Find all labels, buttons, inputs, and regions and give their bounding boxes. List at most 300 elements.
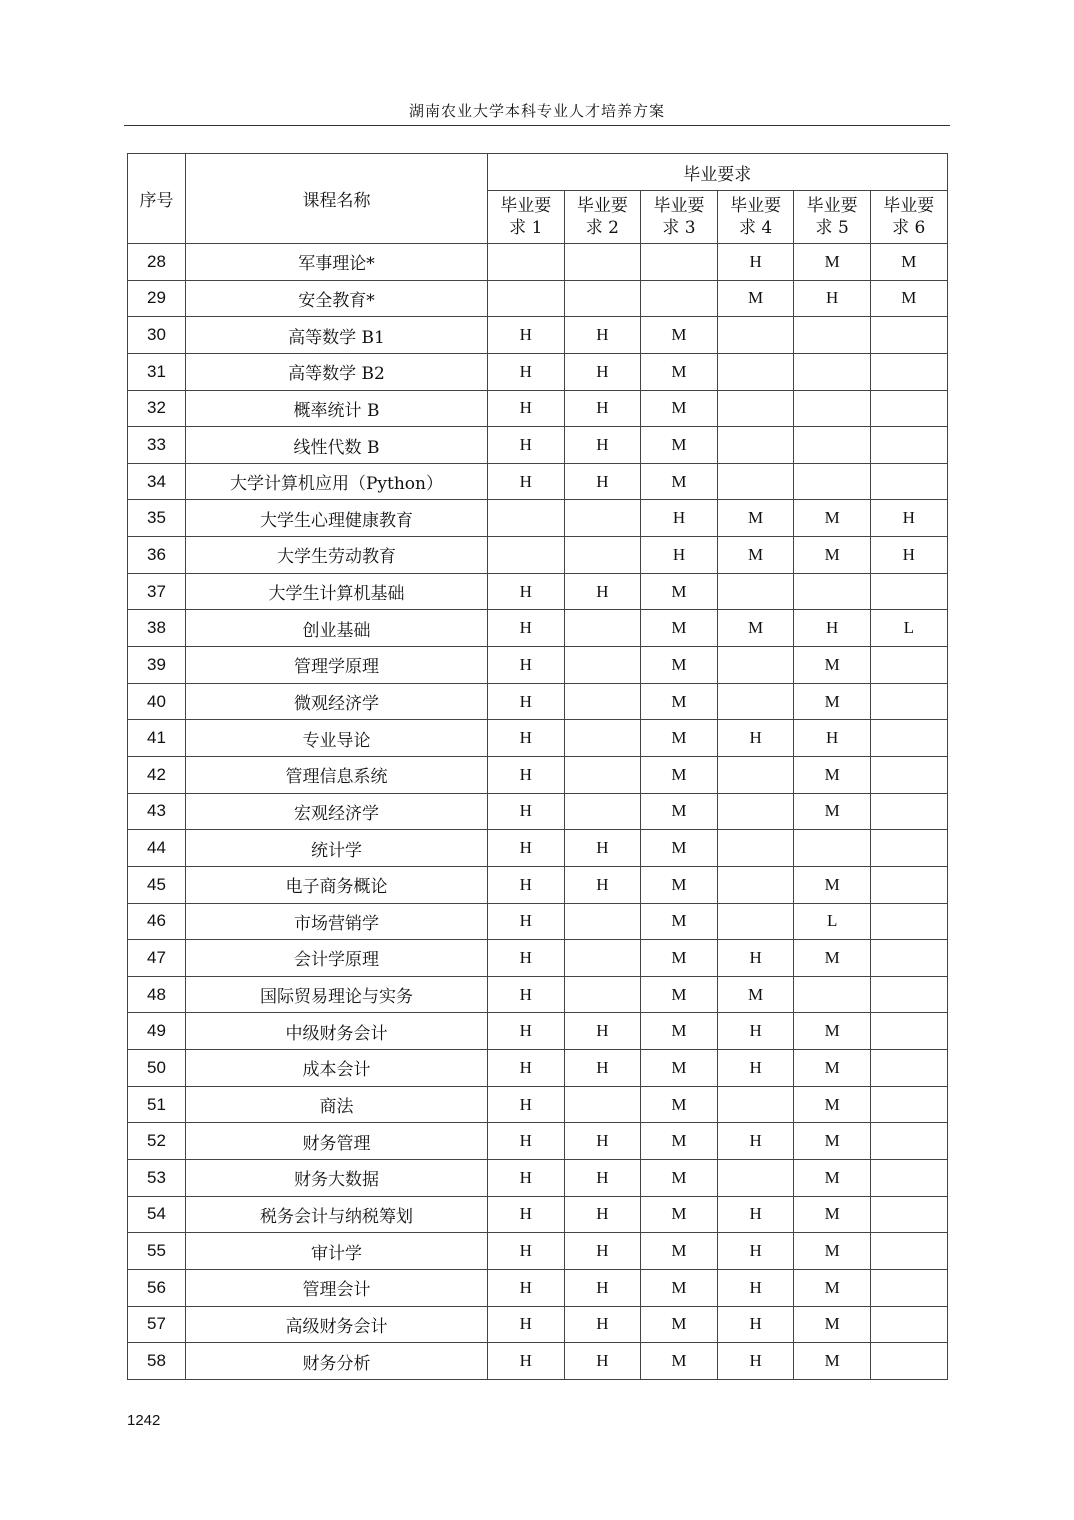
table-row: [128, 756, 948, 793]
requirement-1-level: H: [488, 903, 565, 940]
requirement-3-level: H: [641, 537, 718, 574]
requirement-4-level: M: [717, 976, 794, 1013]
row-index: 47: [128, 940, 186, 977]
requirement-3-level: M: [641, 976, 718, 1013]
requirement-1-level: H: [488, 976, 565, 1013]
course-name: 商法: [186, 1086, 488, 1123]
requirement-1-level: H: [488, 756, 565, 793]
table-row: [128, 720, 948, 757]
requirement-2-level: H: [564, 1306, 641, 1343]
row-index: 36: [128, 537, 186, 574]
row-index: 54: [128, 1196, 186, 1233]
row-index: 34: [128, 463, 186, 500]
table-row: [128, 537, 948, 574]
requirement-2-level: H: [564, 317, 641, 354]
course-name: 财务管理: [186, 1123, 488, 1160]
requirement-5-level: [794, 317, 871, 354]
header-requirement-6: [870, 191, 947, 244]
requirement-5-level: M: [794, 1233, 871, 1270]
requirement-4-level: [717, 317, 794, 354]
requirement-2-level: H: [564, 390, 641, 427]
requirement-6-level: [870, 1306, 947, 1343]
requirement-2-level: H: [564, 866, 641, 903]
requirement-2-level: [564, 683, 641, 720]
requirement-2-level: [564, 500, 641, 537]
requirement-6-level: [870, 756, 947, 793]
requirement-6-level: [870, 1086, 947, 1123]
course-name: 国际贸易理论与实务: [186, 976, 488, 1013]
requirement-4-level: H: [717, 1306, 794, 1343]
table-row: [128, 1306, 948, 1343]
requirement-5-level: M: [794, 1123, 871, 1160]
course-name: 管理信息系统: [186, 756, 488, 793]
course-name: 审计学: [186, 1233, 488, 1270]
row-index: 35: [128, 500, 186, 537]
requirement-1-level: H: [488, 866, 565, 903]
course-name: 宏观经济学: [186, 793, 488, 830]
requirement-4-level: [717, 903, 794, 940]
course-name: 管理会计: [186, 1269, 488, 1306]
header-requirement-5: [794, 191, 871, 244]
requirement-3-level: M: [641, 720, 718, 757]
requirement-5-level: [794, 390, 871, 427]
row-index: 51: [128, 1086, 186, 1123]
requirement-5-level: M: [794, 793, 871, 830]
requirement-2-level: [564, 647, 641, 684]
header-requirements-group: 毕业要求: [488, 154, 948, 191]
header-requirement-line2: 求 1: [509, 218, 543, 238]
header-requirement-line2: 求 4: [738, 218, 773, 238]
header-requirement-line1: 毕业要: [883, 196, 935, 216]
header-requirement-line1: 毕业要: [730, 196, 782, 216]
row-index: 49: [128, 1013, 186, 1050]
requirement-3-level: M: [641, 830, 718, 867]
requirement-3-level: M: [641, 756, 718, 793]
requirement-1-level: H: [488, 353, 565, 390]
requirement-5-level: H: [794, 610, 871, 647]
requirement-3-level: M: [641, 1196, 718, 1233]
requirement-6-level: [870, 1050, 947, 1087]
requirement-6-level: [870, 1013, 947, 1050]
requirement-6-level: [870, 1269, 947, 1306]
requirement-1-level: H: [488, 463, 565, 500]
course-name: 统计学: [186, 830, 488, 867]
requirement-5-level: M: [794, 1306, 871, 1343]
course-name: 微观经济学: [186, 683, 488, 720]
requirement-2-level: H: [564, 1233, 641, 1270]
table-row: [128, 1050, 948, 1087]
requirement-6-level: M: [870, 280, 947, 317]
course-name: 军事理论*: [186, 244, 488, 281]
requirement-1-level: [488, 500, 565, 537]
requirement-1-level: H: [488, 720, 565, 757]
course-name: 财务分析: [186, 1343, 488, 1380]
row-index: 38: [128, 610, 186, 647]
requirement-5-level: M: [794, 1160, 871, 1197]
requirement-2-level: [564, 793, 641, 830]
requirement-5-level: H: [794, 720, 871, 757]
table-row: [128, 1343, 948, 1380]
requirement-6-level: [870, 1196, 947, 1233]
requirement-6-level: [870, 1343, 947, 1380]
row-index: 33: [128, 427, 186, 464]
requirement-4-level: [717, 1160, 794, 1197]
header-requirement-3: [641, 191, 718, 244]
requirement-6-level: H: [870, 500, 947, 537]
row-index: 57: [128, 1306, 186, 1343]
requirement-5-level: M: [794, 1050, 871, 1087]
requirement-4-level: H: [717, 244, 794, 281]
course-name: 市场营销学: [186, 903, 488, 940]
requirement-6-level: [870, 353, 947, 390]
requirement-6-level: [870, 427, 947, 464]
requirement-3-level: M: [641, 427, 718, 464]
requirement-6-level: [870, 903, 947, 940]
requirement-4-level: H: [717, 1123, 794, 1160]
requirement-4-level: H: [717, 1013, 794, 1050]
row-index: 50: [128, 1050, 186, 1087]
row-index: 40: [128, 683, 186, 720]
table-row: [128, 500, 948, 537]
requirement-2-level: [564, 244, 641, 281]
requirement-6-level: [870, 317, 947, 354]
requirement-1-level: H: [488, 1233, 565, 1270]
course-name: 成本会计: [186, 1050, 488, 1087]
requirement-3-level: M: [641, 1160, 718, 1197]
requirement-2-level: H: [564, 1343, 641, 1380]
requirement-1-level: H: [488, 573, 565, 610]
requirement-5-level: [794, 976, 871, 1013]
header-requirement-line1: 毕业要: [576, 196, 628, 216]
requirement-6-level: [870, 866, 947, 903]
requirement-2-level: [564, 1086, 641, 1123]
requirement-5-level: [794, 353, 871, 390]
requirement-1-level: [488, 280, 565, 317]
requirement-3-level: M: [641, 866, 718, 903]
row-index: 45: [128, 866, 186, 903]
requirement-5-level: M: [794, 940, 871, 977]
header-requirement-line1: 毕业要: [806, 196, 858, 216]
requirement-1-level: H: [488, 793, 565, 830]
row-index: 55: [128, 1233, 186, 1270]
course-name: 高等数学 B2: [186, 353, 488, 390]
requirement-6-level: [870, 1123, 947, 1160]
table-row: [128, 390, 948, 427]
requirement-3-level: M: [641, 1306, 718, 1343]
requirement-4-level: [717, 1086, 794, 1123]
requirement-1-level: H: [488, 1013, 565, 1050]
requirement-4-level: M: [717, 610, 794, 647]
requirement-4-level: M: [717, 280, 794, 317]
row-index: 32: [128, 390, 186, 427]
requirement-5-level: M: [794, 683, 871, 720]
requirement-4-level: [717, 353, 794, 390]
requirement-1-level: H: [488, 427, 565, 464]
requirement-4-level: H: [717, 1196, 794, 1233]
table-row: [128, 280, 948, 317]
requirement-5-level: M: [794, 1013, 871, 1050]
requirement-2-level: H: [564, 573, 641, 610]
requirement-4-level: [717, 830, 794, 867]
table-row: [128, 940, 948, 977]
table-row: [128, 647, 948, 684]
course-name: 电子商务概论: [186, 866, 488, 903]
course-name: 大学生计算机基础: [186, 573, 488, 610]
requirement-3-level: M: [641, 353, 718, 390]
requirement-6-level: [870, 683, 947, 720]
course-name: 专业导论: [186, 720, 488, 757]
requirement-2-level: H: [564, 353, 641, 390]
requirement-4-level: [717, 647, 794, 684]
requirement-3-level: M: [641, 1050, 718, 1087]
requirement-1-level: H: [488, 1123, 565, 1160]
requirement-1-level: H: [488, 1269, 565, 1306]
page-number: 1242: [127, 1412, 161, 1429]
header-requirement-line2: 求 5: [815, 218, 849, 238]
requirement-2-level: H: [564, 1160, 641, 1197]
requirement-1-level: H: [488, 647, 565, 684]
graduation-requirements-table: [127, 153, 948, 1380]
requirement-1-level: H: [488, 1196, 565, 1233]
course-name: 税务会计与纳税筹划: [186, 1196, 488, 1233]
requirement-1-level: [488, 244, 565, 281]
row-index: 42: [128, 756, 186, 793]
requirement-6-level: L: [870, 610, 947, 647]
row-index: 46: [128, 903, 186, 940]
requirement-1-level: H: [488, 390, 565, 427]
requirement-2-level: H: [564, 830, 641, 867]
row-index: 43: [128, 793, 186, 830]
requirement-3-level: M: [641, 463, 718, 500]
requirement-4-level: [717, 390, 794, 427]
requirement-3-level: M: [641, 573, 718, 610]
row-index: 30: [128, 317, 186, 354]
requirement-5-level: M: [794, 537, 871, 574]
requirement-2-level: [564, 756, 641, 793]
requirement-3-level: M: [641, 903, 718, 940]
table-row: [128, 610, 948, 647]
requirement-1-level: H: [488, 1306, 565, 1343]
requirement-2-level: [564, 720, 641, 757]
requirement-4-level: [717, 427, 794, 464]
page-header-title: 湖南农业大学本科专业人才培养方案: [408, 102, 665, 120]
header-requirement-line1: 毕业要: [500, 196, 552, 216]
requirement-1-level: [488, 537, 565, 574]
requirement-2-level: H: [564, 1013, 641, 1050]
course-name: 创业基础: [186, 610, 488, 647]
table-row: [128, 903, 948, 940]
requirement-2-level: [564, 610, 641, 647]
requirement-3-level: H: [641, 500, 718, 537]
requirement-5-level: [794, 573, 871, 610]
requirement-4-level: H: [717, 1233, 794, 1270]
header-requirement-line1: 毕业要: [653, 196, 705, 216]
requirement-1-level: H: [488, 1343, 565, 1380]
table-row: [128, 1196, 948, 1233]
requirement-2-level: [564, 537, 641, 574]
requirement-3-level: M: [641, 1123, 718, 1160]
requirement-4-level: [717, 463, 794, 500]
requirement-1-level: H: [488, 683, 565, 720]
requirement-3-level: M: [641, 1086, 718, 1123]
requirement-5-level: M: [794, 1269, 871, 1306]
requirement-6-level: [870, 830, 947, 867]
requirement-5-level: M: [794, 1343, 871, 1380]
requirement-4-level: H: [717, 1050, 794, 1087]
requirement-6-level: M: [870, 244, 947, 281]
course-name: 大学生劳动教育: [186, 537, 488, 574]
requirement-3-level: M: [641, 1233, 718, 1270]
course-name: 中级财务会计: [186, 1013, 488, 1050]
row-index: 28: [128, 244, 186, 281]
course-name: 会计学原理: [186, 940, 488, 977]
requirement-5-level: M: [794, 1196, 871, 1233]
requirement-2-level: [564, 280, 641, 317]
course-name: 高等数学 B1: [186, 317, 488, 354]
header-index: 序号: [128, 154, 186, 244]
requirement-2-level: H: [564, 1269, 641, 1306]
table-row: [128, 1269, 948, 1306]
requirement-6-level: [870, 647, 947, 684]
requirement-2-level: [564, 976, 641, 1013]
requirement-6-level: [870, 720, 947, 757]
course-name: 安全教育*: [186, 280, 488, 317]
row-index: 48: [128, 976, 186, 1013]
row-index: 31: [128, 353, 186, 390]
requirement-3-level: M: [641, 683, 718, 720]
header-course-name: 课程名称: [186, 154, 488, 244]
requirement-4-level: H: [717, 940, 794, 977]
course-name: 财务大数据: [186, 1160, 488, 1197]
requirement-3-level: M: [641, 647, 718, 684]
row-index: 56: [128, 1269, 186, 1306]
requirement-3-level: M: [641, 1343, 718, 1380]
requirement-1-level: H: [488, 830, 565, 867]
requirement-4-level: M: [717, 500, 794, 537]
requirement-2-level: [564, 940, 641, 977]
requirement-5-level: M: [794, 756, 871, 793]
requirement-5-level: [794, 427, 871, 464]
requirement-6-level: [870, 940, 947, 977]
requirement-6-level: [870, 1233, 947, 1270]
requirement-6-level: [870, 573, 947, 610]
table-row: [128, 866, 948, 903]
requirement-4-level: [717, 756, 794, 793]
requirement-3-level: M: [641, 1269, 718, 1306]
requirement-6-level: [870, 463, 947, 500]
header-requirement-1: [488, 191, 565, 244]
requirement-5-level: M: [794, 866, 871, 903]
requirement-6-level: [870, 793, 947, 830]
requirement-5-level: M: [794, 244, 871, 281]
course-name: 大学计算机应用（Python）: [186, 463, 488, 500]
requirement-5-level: [794, 830, 871, 867]
table-row: [128, 244, 948, 281]
requirement-2-level: H: [564, 1123, 641, 1160]
requirement-1-level: H: [488, 940, 565, 977]
course-name: 概率统计 B: [186, 390, 488, 427]
requirement-2-level: [564, 903, 641, 940]
requirement-2-level: H: [564, 427, 641, 464]
requirement-4-level: H: [717, 720, 794, 757]
table-row: [128, 573, 948, 610]
table-row: [128, 976, 948, 1013]
table-row: [128, 793, 948, 830]
table-row: [128, 317, 948, 354]
requirement-2-level: H: [564, 1196, 641, 1233]
table-row: [128, 830, 948, 867]
requirement-5-level: H: [794, 280, 871, 317]
requirement-5-level: M: [794, 1086, 871, 1123]
requirement-1-level: H: [488, 610, 565, 647]
table-row: [128, 1123, 948, 1160]
table-row: [128, 1086, 948, 1123]
requirement-4-level: H: [717, 1269, 794, 1306]
requirement-6-level: H: [870, 537, 947, 574]
requirement-4-level: [717, 683, 794, 720]
requirement-1-level: H: [488, 317, 565, 354]
requirement-3-level: M: [641, 793, 718, 830]
row-index: 29: [128, 280, 186, 317]
row-index: 58: [128, 1343, 186, 1380]
requirement-3-level: M: [641, 317, 718, 354]
requirement-2-level: H: [564, 463, 641, 500]
requirement-2-level: H: [564, 1050, 641, 1087]
requirement-5-level: [794, 463, 871, 500]
header-requirement-4: [717, 191, 794, 244]
row-index: 39: [128, 647, 186, 684]
table-row: [128, 1160, 948, 1197]
table-row: [128, 427, 948, 464]
row-index: 37: [128, 573, 186, 610]
requirement-5-level: M: [794, 647, 871, 684]
requirement-3-level: [641, 280, 718, 317]
requirement-3-level: M: [641, 940, 718, 977]
header-requirement-line2: 求 6: [892, 218, 926, 238]
requirement-5-level: L: [794, 903, 871, 940]
table-row: [128, 683, 948, 720]
header-requirement-2: [564, 191, 641, 244]
header-requirement-line2: 求 3: [662, 218, 696, 238]
row-index: 44: [128, 830, 186, 867]
header-rule: [124, 125, 950, 126]
requirement-6-level: [870, 976, 947, 1013]
course-name: 大学生心理健康教育: [186, 500, 488, 537]
row-index: 52: [128, 1123, 186, 1160]
requirement-4-level: [717, 573, 794, 610]
requirement-1-level: H: [488, 1050, 565, 1087]
course-name: 线性代数 B: [186, 427, 488, 464]
requirement-4-level: [717, 793, 794, 830]
row-index: 41: [128, 720, 186, 757]
requirement-6-level: [870, 1160, 947, 1197]
requirement-1-level: H: [488, 1160, 565, 1197]
table-row: [128, 1233, 948, 1270]
requirement-4-level: M: [717, 537, 794, 574]
requirement-1-level: H: [488, 1086, 565, 1123]
course-name: 管理学原理: [186, 647, 488, 684]
requirement-3-level: M: [641, 390, 718, 427]
table-row: [128, 353, 948, 390]
requirement-4-level: H: [717, 1343, 794, 1380]
header-requirement-line2: 求 2: [585, 218, 619, 238]
course-name: 高级财务会计: [186, 1306, 488, 1343]
row-index: 53: [128, 1160, 186, 1197]
requirement-3-level: M: [641, 610, 718, 647]
requirement-6-level: [870, 390, 947, 427]
requirement-3-level: [641, 244, 718, 281]
requirement-5-level: M: [794, 500, 871, 537]
